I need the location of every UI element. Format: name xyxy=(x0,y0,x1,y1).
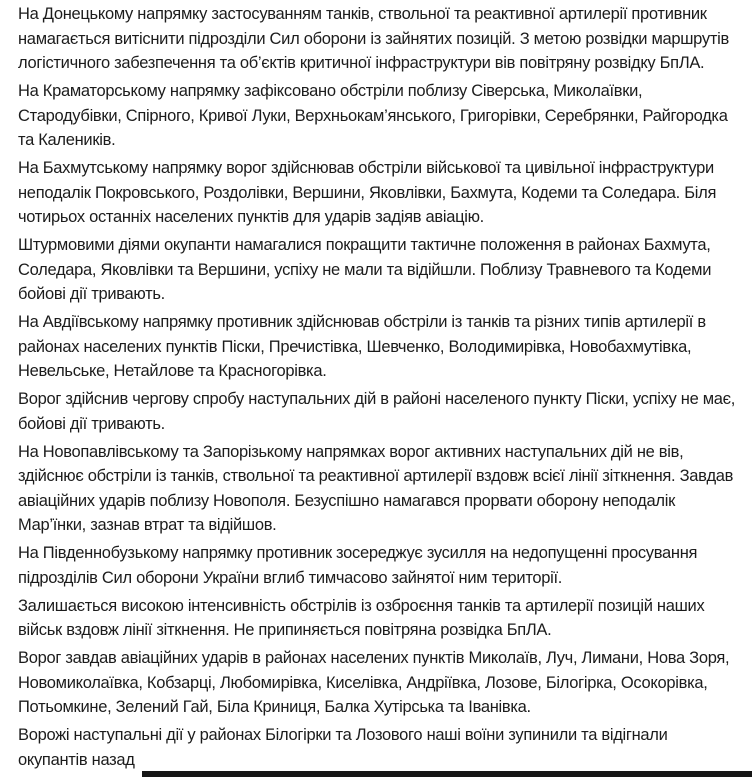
report-paragraph-bilohirka-lozove: Ворожі наступальні дії у районах Білогірки та Лозового наші воїни зупинили та відігнали окупантів назад xyxy=(18,726,668,769)
next-media-top-edge xyxy=(142,771,752,777)
report-paragraph-kramatorsk: На Краматорському напрямку зафіксовано обстріли поблизу Сіверська, Миколаївки, Стародубівки, Спірного, Кривої Луки, Верхньокам’янського, Григорівки, Серебрянки, Райгородка та Калеників. xyxy=(18,82,728,149)
report-paragraph-shelling-intensity: Залишається високою інтенсивність обстрілів із озброєння танків та артилерії позицій наших військ вздовж лінії зіткнення. Не припиняється повітряна розвідка БпЛА. xyxy=(18,596,705,639)
report-paragraph-pisky: Ворог здійснив чергову спробу наступальних дій в районі населеного пункту Піски, успіху не має, бойові дії тривають. xyxy=(18,390,736,433)
report-paragraph-novopavlivsk-zaporizhzhia: На Новопавлівському та Запорізькому напрямках ворог активних наступальних дій не вів, здійснює обстріли із танків, ствольної та реактивної артилерії вздовж всієї лінії зіткнення. Завдав авіаційних ударів поблизу Новополя. Безуспішно намагався прорвати оборону неподалік Мар’їнки, зазнав втрат та відійшов. xyxy=(18,442,734,534)
report-paragraph-donetsk: На Донецькому напрямку застосуванням танків, ствольної та реактивної артилерії противник намагається витіснити підрозділи Сил оборони із зайнятих позицій. З метою розвідки маршрутів логістичного забезпечення та об’єктів критичної інфраструктури вів повітряну розвідку БпЛА. xyxy=(18,5,729,72)
report-paragraph-assault-actions: Штурмовими діями окупанти намагалися покращити тактичне положення в районах Бахмута, Соледара, Яковлівки та Вершини, успіху не мали та відійшли. Поблизу Травневого та Кодеми бойові дії тривають. xyxy=(18,236,712,303)
report-paragraph-pivdennyi-buh: На Південнобузькому напрямку противник зосереджує зусилля на недопущенні просування підрозділів Сил оборони України вглиб тимчасово зайнятої ним території. xyxy=(18,544,698,587)
report-paragraph-bakhmut: На Бахмутському напрямку ворог здійснював обстріли військової та цивільної інфраструктури неподалік Покровського, Роздолівки, Вершини, Яковлівки, Бахмута, Кодеми та Соледара. Біля чотирьох останніх населених пунктів для ударів задіяв авіацію. xyxy=(18,159,717,226)
report-paragraph-avdiivka: На Авдіївському напрямку противник здійснював обстріли із танків та різних типів артилерії в районах населених пунктів Піски, Пречистівка, Шевченко, Володимирівка, Новобахмутівка, Невельське, Нетайлове та Красногорівка. xyxy=(18,313,706,380)
report-paragraph-air-strikes: Ворог завдав авіаційних ударів в районах населених пунктів Миколаїв, Луч, Лимани, Нова Зоря, Новомиколаївка, Кобзарці, Любомирівка, Киселівка, Андріївка, Лозове, Білогірка, Осокорівка, Потьомкине, Зелений Гай, Біла Криниця, Балка Хутірська та Іванівка. xyxy=(18,649,730,716)
